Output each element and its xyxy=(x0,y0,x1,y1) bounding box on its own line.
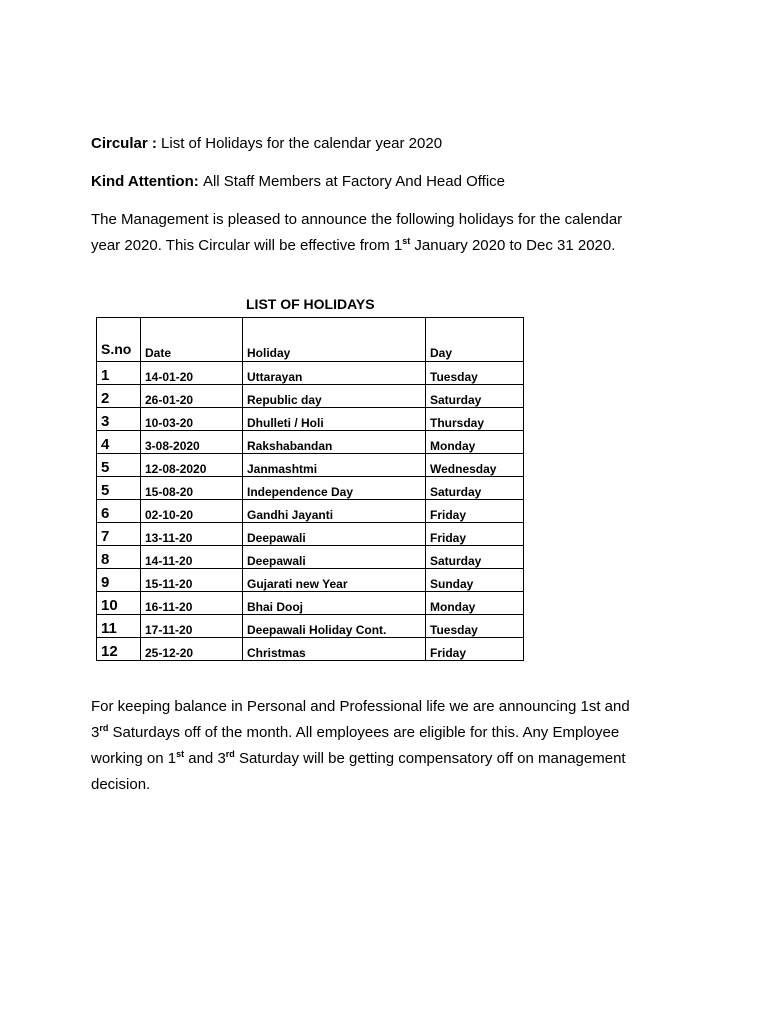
table-title: LIST OF HOLIDAYS xyxy=(246,296,375,312)
row-date: 02-10-20 xyxy=(141,500,243,523)
row-holiday: Deepawali xyxy=(243,523,426,546)
row-holiday: Deepawali Holiday Cont. xyxy=(243,615,426,638)
row-day: Monday xyxy=(426,592,524,615)
row-holiday: Uttarayan xyxy=(243,362,426,385)
row-sno: 3 xyxy=(97,408,141,431)
row-sno: 10 xyxy=(97,592,141,615)
row-holiday: Republic day xyxy=(243,385,426,408)
closing-superscript: st xyxy=(176,749,185,759)
attention-line xyxy=(91,169,691,195)
closing-paragraph xyxy=(91,694,691,798)
header-day: Day xyxy=(426,318,524,362)
row-date: 12-08-2020 xyxy=(141,454,243,477)
closing-superscript: rd xyxy=(225,749,235,759)
row-day: Monday xyxy=(426,431,524,454)
row-date: 15-11-20 xyxy=(141,569,243,592)
attention-separator: : xyxy=(193,173,203,190)
row-day: Tuesday xyxy=(426,615,524,638)
row-holiday: Christmas xyxy=(243,638,426,661)
row-holiday: Bhai Dooj xyxy=(243,592,426,615)
row-holiday: Dhulleti / Holi xyxy=(243,408,426,431)
intro-paragraph xyxy=(91,207,691,259)
header-holiday: Holiday xyxy=(243,318,426,362)
holidays-table xyxy=(96,317,524,661)
row-sno: 6 xyxy=(97,500,141,523)
circular-line xyxy=(91,131,691,157)
row-day: Sunday xyxy=(426,569,524,592)
row-holiday: Janmashtmi xyxy=(243,454,426,477)
row-sno: 9 xyxy=(97,569,141,592)
row-day: Saturday xyxy=(426,477,524,500)
table-row xyxy=(97,546,524,569)
row-sno: 8 xyxy=(97,546,141,569)
row-date: 13-11-20 xyxy=(141,523,243,546)
circular-label: Circular xyxy=(91,135,148,152)
table-row xyxy=(97,362,524,385)
row-day: Friday xyxy=(426,523,524,546)
row-sno: 4 xyxy=(97,431,141,454)
table-row xyxy=(97,638,524,661)
row-day: Thursday xyxy=(426,408,524,431)
row-sno: 1 xyxy=(97,362,141,385)
row-sno: 5 xyxy=(97,477,141,500)
row-holiday: Rakshabandan xyxy=(243,431,426,454)
closing-superscript: rd xyxy=(99,723,109,733)
row-day: Friday xyxy=(426,638,524,661)
row-day: Saturday xyxy=(426,546,524,569)
circular-subject: List of Holidays for the calendar year 2020 xyxy=(161,135,443,152)
row-day: Saturday xyxy=(426,385,524,408)
table-row xyxy=(97,431,524,454)
row-holiday: Gujarati new Year xyxy=(243,569,426,592)
row-holiday: Independence Day xyxy=(243,477,426,500)
row-day: Tuesday xyxy=(426,362,524,385)
table-header-row xyxy=(97,318,524,362)
row-holiday: Gandhi Jayanti xyxy=(243,500,426,523)
attention-label: Kind Attention xyxy=(91,173,194,190)
row-sno: 5 xyxy=(97,454,141,477)
intro-line-1: The Management is pleased to announce the following holidays for the calendar xyxy=(91,211,623,228)
header-date: Date xyxy=(141,318,243,362)
row-date: 16-11-20 xyxy=(141,592,243,615)
table-row xyxy=(97,615,524,638)
row-date: 3-08-2020 xyxy=(141,431,243,454)
row-sno: 7 xyxy=(97,523,141,546)
closing-line-3c: Saturday will be getting compensatory off on management xyxy=(234,750,626,767)
row-holiday: Deepawali xyxy=(243,546,426,569)
row-date: 25-12-20 xyxy=(141,638,243,661)
row-date: 14-11-20 xyxy=(141,546,243,569)
closing-line-3b: and 3 xyxy=(184,750,226,767)
table-row xyxy=(97,385,524,408)
intro-line-2a: year 2020. This Circular will be effective from 1 xyxy=(91,237,403,254)
table-row xyxy=(97,477,524,500)
row-day: Friday xyxy=(426,500,524,523)
row-sno: 11 xyxy=(97,615,141,638)
table-row xyxy=(97,569,524,592)
table-row xyxy=(97,592,524,615)
closing-line-2a: 3 xyxy=(91,724,100,741)
row-date: 26-01-20 xyxy=(141,385,243,408)
header-sno: S.no xyxy=(97,318,141,362)
circular-separator: : xyxy=(147,135,162,152)
intro-superscript: st xyxy=(402,236,411,246)
closing-line-3a: working on 1 xyxy=(91,750,177,767)
row-sno: 12 xyxy=(97,638,141,661)
row-day: Wednesday xyxy=(426,454,524,477)
row-date: 14-01-20 xyxy=(141,362,243,385)
table-row xyxy=(97,523,524,546)
row-sno: 2 xyxy=(97,385,141,408)
table-row xyxy=(97,500,524,523)
row-date: 15-08-20 xyxy=(141,477,243,500)
row-date: 17-11-20 xyxy=(141,615,243,638)
table-row xyxy=(97,454,524,477)
closing-line-2b: Saturdays off of the month. All employees are eligible for this. Any Employee xyxy=(108,724,620,741)
intro-line-2b: January 2020 to Dec 31 2020. xyxy=(410,237,616,254)
row-date: 10-03-20 xyxy=(141,408,243,431)
closing-line-1: For keeping balance in Personal and Professional life we are announcing 1st and xyxy=(91,698,630,715)
attention-recipients: All Staff Members at Factory And Head Office xyxy=(202,173,506,190)
closing-line-4: decision. xyxy=(91,776,151,793)
table-row xyxy=(97,408,524,431)
